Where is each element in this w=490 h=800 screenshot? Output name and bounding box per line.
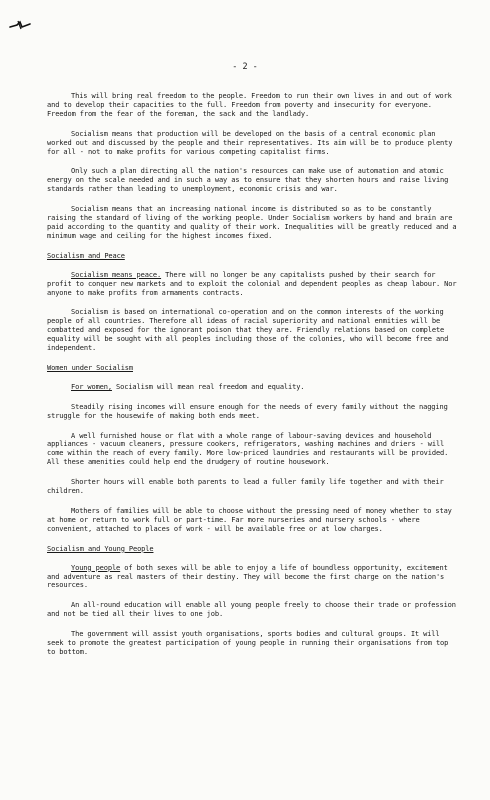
- paragraph: [47, 308, 459, 353]
- paragraph: [47, 205, 459, 241]
- paragraph-text: This will bring real freedom to the people. Freedom to run their own lives in and out of work and to develop their capacities to the full. Freedom from poverty and insecurity for everyone. Freedom from the fear of the foreman, the sack and the landlady.: [47, 92, 452, 118]
- paragraph-text: of both sexes will be able to enjoy a life of boundless opportunity, excitement and adventure as real masters of their destiny. They will become the first charge on the nation's resources.: [47, 563, 448, 590]
- paragraph-text: Mothers of families will be able to choose without the pressing need of money whether to stay at home or return to work full or part-time. Far more nurseries and nursery schools - where convenient, attached to places of work - will be available free or at low charges.: [47, 507, 452, 533]
- paragraph-text: The government will assist youth organisations, sports bodies and cultural groups. It will seek to promote the greatest participation of young people in running their organisations from top to bottom.: [47, 630, 449, 656]
- paragraph: [47, 92, 459, 119]
- paragraph-text: Socialism means that an increasing national income is distributed so as to be constantly raising the standard of living of the working people. Under Socialism workers by hand and brain are paid according to the quantity and quality of their work. Inequalities will be greatly reduced and a minimum wage and ceiling for the highest incomes fixed.: [47, 205, 457, 240]
- ink-mark-icon: [8, 18, 34, 34]
- paragraph-text: Only such a plan directing all the nation's resources can make use of automation and atomic energy on the scale needed and in such a way as to ensure that they shorten hours and raise living standards rather than leading to unemployment, economic crisis and war.: [47, 167, 449, 194]
- paragraph: [47, 601, 459, 619]
- paragraph-lead: Socialism means peace.: [71, 270, 162, 279]
- paragraph: [47, 478, 459, 496]
- paragraph-text: Shorter hours will enable both parents to lead a fuller family life together and with their children.: [47, 478, 444, 496]
- paragraph: [47, 403, 459, 421]
- paragraph: [47, 432, 459, 468]
- document-body: [47, 92, 459, 668]
- paragraph: [47, 167, 459, 194]
- paragraph: [47, 564, 459, 591]
- paragraph-lead: Young people: [71, 563, 121, 572]
- paragraph: [47, 630, 459, 657]
- paragraph: [47, 507, 459, 534]
- paragraph-text: Socialism means that production will be developed on the basis of a central economic plan worked out and discussed by the people and their representatives. Its aim will be to produce plenty for all - not to make profits for various competing capitalist firms.: [47, 129, 453, 156]
- paragraph-text: There will no longer be any capitalists pushed by their search for profit to conquer new markets and to exploit the colonial and dependent peoples as cheap labour. Nor anyone to make profits from armaments contracts.: [47, 270, 457, 297]
- paragraph: [47, 271, 459, 298]
- section-heading: Socialism and Peace: [47, 251, 125, 260]
- paragraph-text: Socialism will mean real freedom and equality.: [111, 382, 305, 391]
- page-number: - 2 -: [232, 62, 258, 72]
- paragraph-text: Steadily rising incomes will ensure enough for the needs of every family without the nagging struggle for the housewife of making both ends meet.: [47, 402, 448, 420]
- paragraph-text: Socialism is based on international co-operation and on the common interests of the working people of all countries. Therefore all ideas of racial superiority and national enmities will be combatted and exposed for the ignorant poison that they are. Friendly relations based on complete equality will be sought with all peoples including those of the colonies, who will become free and independent.: [47, 308, 449, 353]
- paragraph: [47, 130, 459, 157]
- paragraph-text: An all-round education will enable all young people freely to choose their trade or profession and not be tied all their lives to one job.: [47, 601, 456, 619]
- paragraph-lead: For women,: [71, 382, 112, 391]
- paragraph: [47, 383, 459, 392]
- paragraph-text: A well furnished house or flat with a whole range of labour-saving devices and household appliances - vacuum cleaners, pressure cookers, refrigerators, washing machines and driers - will come within the reach of every family. More low-priced laundries and restaurants will be provided. All these amenities could help end the drudgery of routine housework.: [47, 431, 449, 467]
- section-heading: Women under Socialism: [47, 363, 133, 372]
- section-heading: Socialism and Young People: [47, 544, 154, 553]
